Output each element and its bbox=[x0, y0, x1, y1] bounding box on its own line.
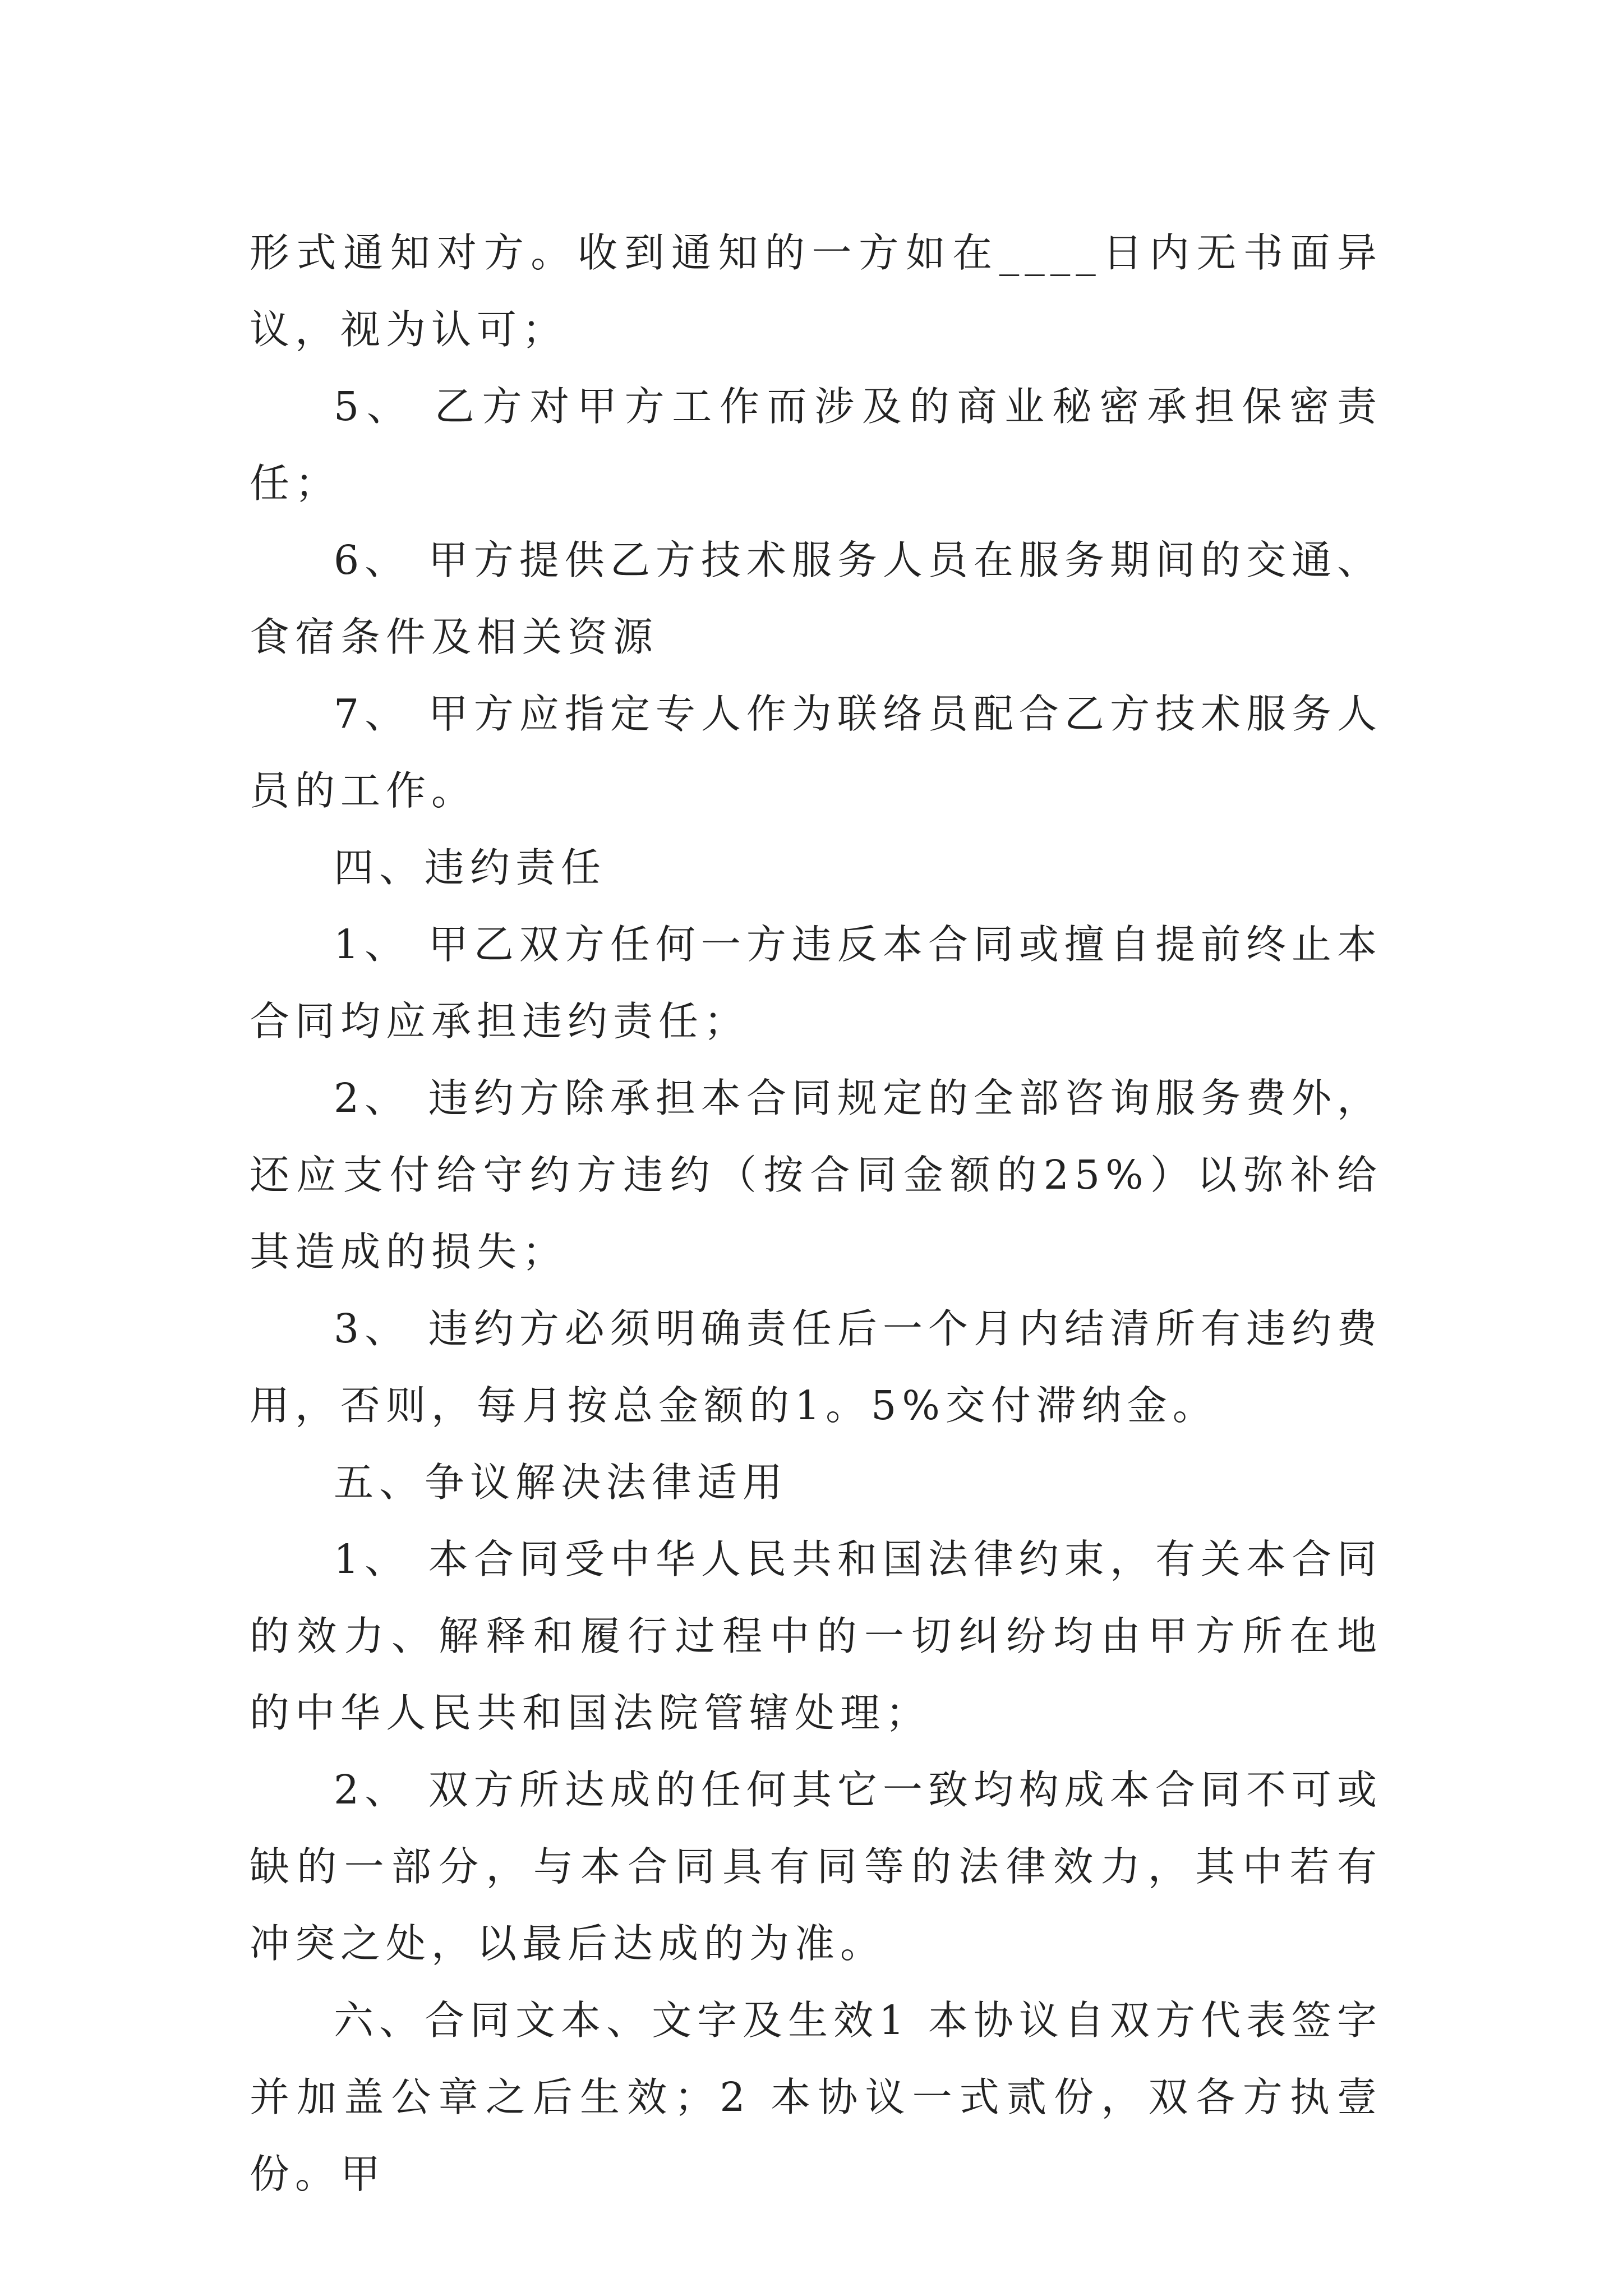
paragraph-breach-clause-3: 3、 违约方必须明确责任后一个月内结清所有违约费用，否则，每月按总金额的1。5%交付滞纳金。 bbox=[250, 1305, 1382, 1429]
paragraph-clause-6-accommodation: 6、 甲方提供乙方技术服务人员在服务期间的交通、食宿条件及相关资源 bbox=[250, 537, 1382, 660]
section-heading-dispute-resolution: 五、争议解决法律适用 bbox=[334, 1459, 789, 1506]
paragraph-breach-clause-2: 2、 违约方除承担本合同规定的全部咨询服务费外，还应支付给守约方违约（按合同金额的25%）以弥补给其造成的损失； bbox=[250, 1075, 1382, 1275]
paragraph-contract-text-effect: 六、合同文本、文字及生效1 本协议自双方代表签字并加盖公章之后生效；2 本协议一式贰份，双各方执壹份。甲 bbox=[250, 1997, 1382, 2197]
paragraph-clause-5-confidentiality: 5、 乙方对甲方工作而涉及的商业秘密承担保密责任； bbox=[250, 383, 1382, 507]
paragraph-notice-objection: 形式通知对方。收到通知的一方如在____日内无书面异议，视为认可； bbox=[250, 229, 1382, 353]
section-heading-breach-liability: 四、违约责任 bbox=[334, 844, 607, 891]
paragraph-dispute-clause-1: 1、 本合同受中华人民共和国法律约束，有关本合同的效力、解释和履行过程中的一切纠纷均由甲方所在地的中华人民共和国法院管辖处理； bbox=[250, 1536, 1382, 1736]
paragraph-dispute-clause-2: 2、 双方所达成的任何其它一致均构成本合同不可或缺的一部分，与本合同具有同等的法律效力，其中若有冲突之处，以最后达成的为准。 bbox=[250, 1766, 1382, 1967]
paragraph-breach-clause-1: 1、 甲乙双方任何一方违反本合同或擅自提前终止本合同均应承担违约责任； bbox=[250, 921, 1382, 1045]
contract-text bbox=[250, 214, 1382, 2212]
paragraph-clause-7-liaison: 7、 甲方应指定专人作为联络员配合乙方技术服务人员的工作。 bbox=[250, 691, 1382, 814]
